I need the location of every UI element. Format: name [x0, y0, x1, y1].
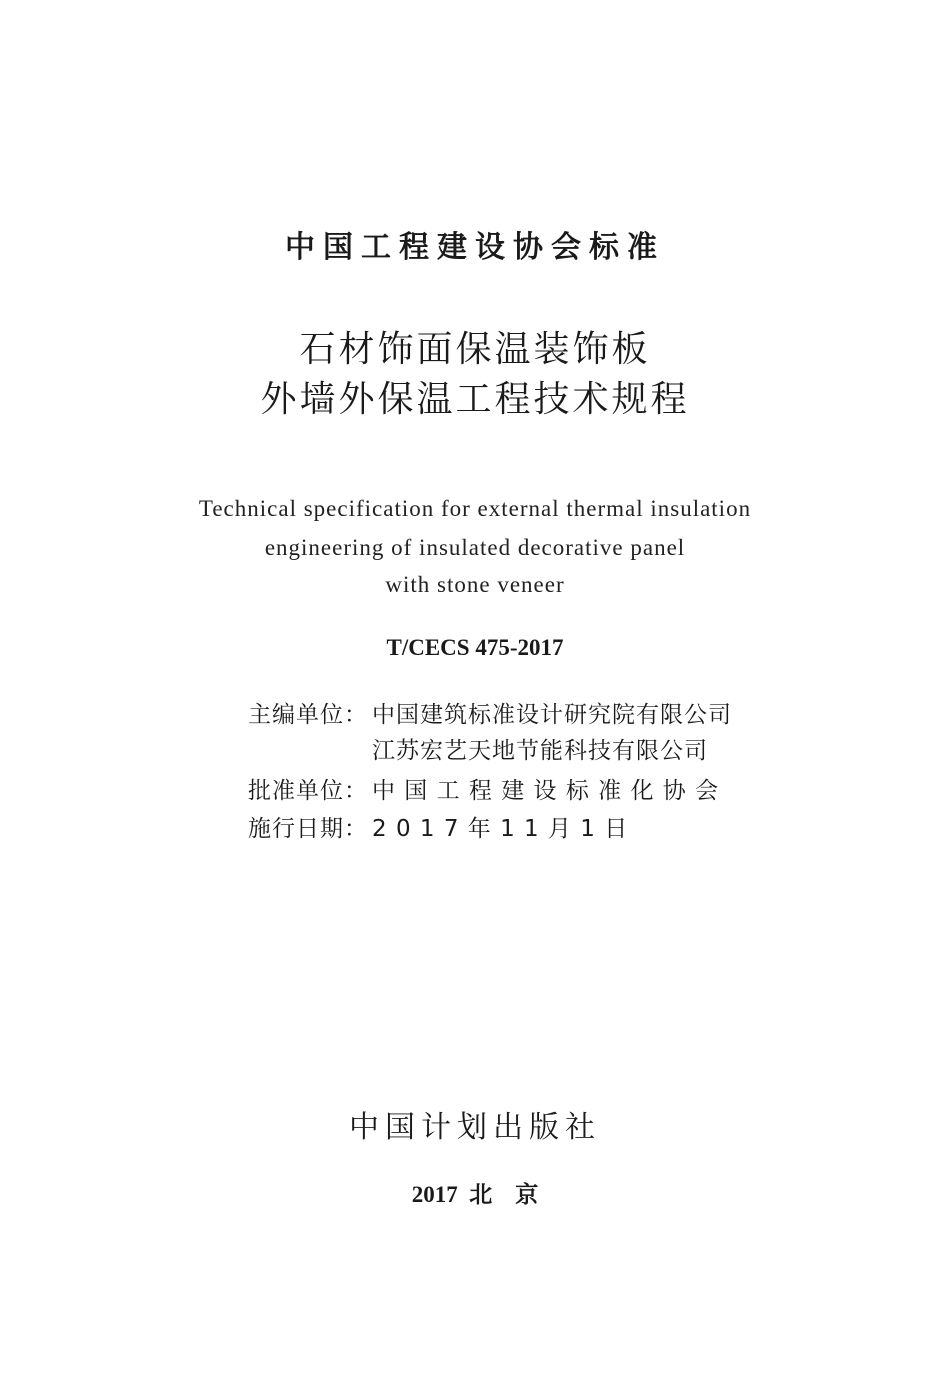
chief-editor-row: [248, 697, 732, 733]
effective-date-label: 施行日期：: [248, 816, 368, 842]
standard-number: T/CECS 475-2017: [386, 635, 564, 660]
approval-value: 中 国 工 程 建 设 标 准 化 协 会: [372, 778, 720, 804]
org-standard-heading: 中国工程建设协会标准: [285, 230, 665, 265]
title-cn-line-2: 外墙外保温工程技术规程: [260, 379, 690, 420]
chief-editor-value-1: 中国建筑标准设计研究院有限公司: [372, 702, 732, 728]
year-place-text: 2017 北 京: [411, 1182, 539, 1207]
title-cn-line-1: 石材饰面保温装饰板: [299, 329, 651, 370]
title-en-line-2: engineering of insulated decorative panel: [264, 535, 686, 560]
approval-row: [248, 773, 719, 809]
publisher-name: 中国计划出版社: [349, 1110, 601, 1145]
effective-date-row: [248, 811, 628, 847]
title-en-line-1: Technical specification for external thermal insulation: [198, 496, 752, 521]
title-en-line-3: with stone veneer: [385, 572, 565, 597]
publication-year-place: [0, 1178, 950, 1212]
chief-editor-row-2: [248, 733, 708, 769]
effective-date-value: 2 0 1 7 年 1 1 月 1 日: [372, 816, 629, 842]
approval-label: 批准单位：: [248, 778, 368, 804]
chief-editor-value-2: 江苏宏艺天地节能科技有限公司: [372, 738, 708, 764]
chief-editor-label: 主编单位：: [248, 702, 368, 728]
